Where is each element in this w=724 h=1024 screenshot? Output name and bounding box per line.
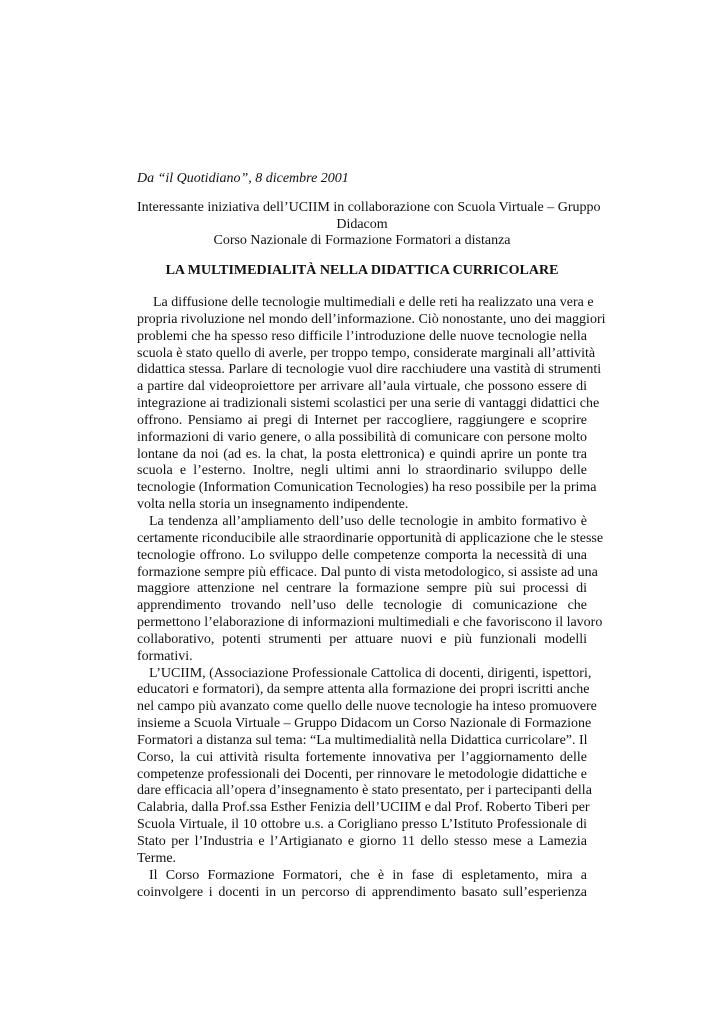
article-paragraph [137, 295, 606, 514]
paragraph-line: problemi che ha spesso reso difficile l’introduzione delle nuove tecnologie nella [137, 328, 587, 344]
article-paragraph [137, 868, 587, 902]
paragraph-line: lontane da noi (ad es. la chat, la posta elettronica) e quindi aprire un ponte tra [137, 446, 587, 462]
paragraph-line: permettono l’elaborazione di informazioni multimediali e che favoriscono il lavoro [137, 615, 603, 631]
paragraph-line: Formatori a distanza sul tema: “La multimedialità nella Didattica curricolare”. Il [137, 732, 588, 748]
paragraph-line: didattica stessa. Parlare di tecnologie vuol dire racchiudere una vastità di strumenti [137, 362, 602, 378]
paragraph-line: nel campo più avanzato come quello delle nuove tecnologie ha inteso promuovere [137, 699, 597, 715]
article-paragraph [137, 513, 604, 666]
intro-line: Didacom [336, 216, 388, 232]
intro-line: Interessante iniziativa dell’UCIIM in collaborazione con Scuola Virtuale – Gruppo [137, 200, 601, 215]
paragraph-line: Calabria, dalla Prof.ssa Esther Fenizia dell’UCIIM e dal Prof. Roberto Tiberi per [137, 800, 590, 816]
article-body [137, 295, 606, 901]
paragraph-line: informazioni di vario genere, o alla possibilità di comunicare con persone molto [137, 429, 587, 445]
paragraph-line: Il Corso Formazione Formatori, che è in fase di espletamento, mira a [149, 867, 587, 883]
paragraph-line: apprendimento trovando nell’uso delle tecnologie di comunicazione che [137, 598, 587, 614]
paragraph-line: propria rivoluzione nel mondo dell’informazione. Ciò nonostante, uno dei maggiori [137, 311, 606, 327]
intro-line: Corso Nazionale di Formazione Formatori a distanza [213, 233, 511, 248]
source-line: Da “il Quotidiano”, 8 dicembre 2001 [137, 171, 349, 186]
paragraph-line: formazione sempre più efficace. Dal punto di vista metodologico, si assiste ad una [137, 564, 598, 580]
paragraph-line: coinvolgere i docenti in un percorso di apprendimento basato sull’esperienza [137, 884, 587, 900]
paragraph-line: volta nella storia un insegnamento indipendente. [137, 497, 409, 513]
paragraph-line: formativi. [137, 648, 193, 664]
paragraph-line: competenze professionali dei Docenti, per rinnovare le metodologie didattiche e [137, 766, 587, 782]
paragraph-line: scuola è stato quello di averle, per troppo tempo, considerate marginali all’attività [137, 345, 596, 361]
paragraph-line: integrazione ai tradizionali sistemi scolastici per una serie di vantaggi didattici che [137, 396, 600, 412]
paragraph-line: L’UCIIM, (Associazione Professionale Cattolica di docenti, dirigenti, ispettori, [149, 665, 592, 681]
paragraph-line: La tendenza all’ampliamento dell’uso delle tecnologie in ambito formativo è [149, 513, 587, 529]
article-paragraph [137, 665, 597, 868]
paragraph-line: La diffusione delle tecnologie multimediali e delle reti ha realizzato una vera e [153, 295, 594, 310]
paragraph-line: certamente riconducibile alle straordinarie opportunità di applicazione che le stesse [137, 530, 604, 546]
intro-block [137, 200, 601, 250]
paragraph-line: Stato per l’Industria e l’Artigianato e giorno 11 dello stesso mese a Lamezia [137, 834, 587, 849]
paragraph-line: offrono. Pensiamo ai pregi di Internet per raccogliere, raggiungere e scoprire [137, 412, 587, 428]
paragraph-line: dare efficacia all’opera d’insegnamento è stato presentato, per i partecipanti della [137, 783, 592, 799]
paragraph-line: Terme. [137, 850, 177, 866]
paragraph-line: a partire dal videoproiettore per arrivare all’aula virtuale, che possono essere di [137, 379, 587, 395]
paragraph-line: Scuola Virtuale, il 10 ottobre u.s. a Corigliano presso L’Istituto Professionale di [137, 817, 587, 833]
paragraph-line: tecnologie offrono. Lo sviluppo delle competenze comporta la necessità di una [137, 547, 587, 563]
paragraph-line: maggiore attenzione nel centrare la formazione sempre più sui processi di [137, 581, 587, 597]
paragraph-line: collaborativo, potenti strumenti per attuare nuovi e più funzionali modelli [137, 631, 587, 647]
paragraph-line: Corso, la cui attività risulta fortemente innovativa per l’aggiornamento delle [137, 749, 587, 765]
paragraph-line: educatori e formatori), da sempre attenta alla formazione dei propri iscritti anche [137, 682, 590, 698]
paragraph-line: tecnologie (Information Comunication Tecnologies) ha reso possibile per la prima [137, 480, 597, 496]
paragraph-line: scuola e l’esterno. Inoltre, negli ultimi anni lo straordinario sviluppo delle [137, 463, 587, 479]
article-headline: LA MULTIMEDIALITÀ NELLA DIDATTICA CURRICOLARE [165, 263, 559, 278]
paragraph-line: insieme a Scuola Virtuale – Gruppo Didacom un Corso Nazionale di Formazione [137, 716, 592, 732]
